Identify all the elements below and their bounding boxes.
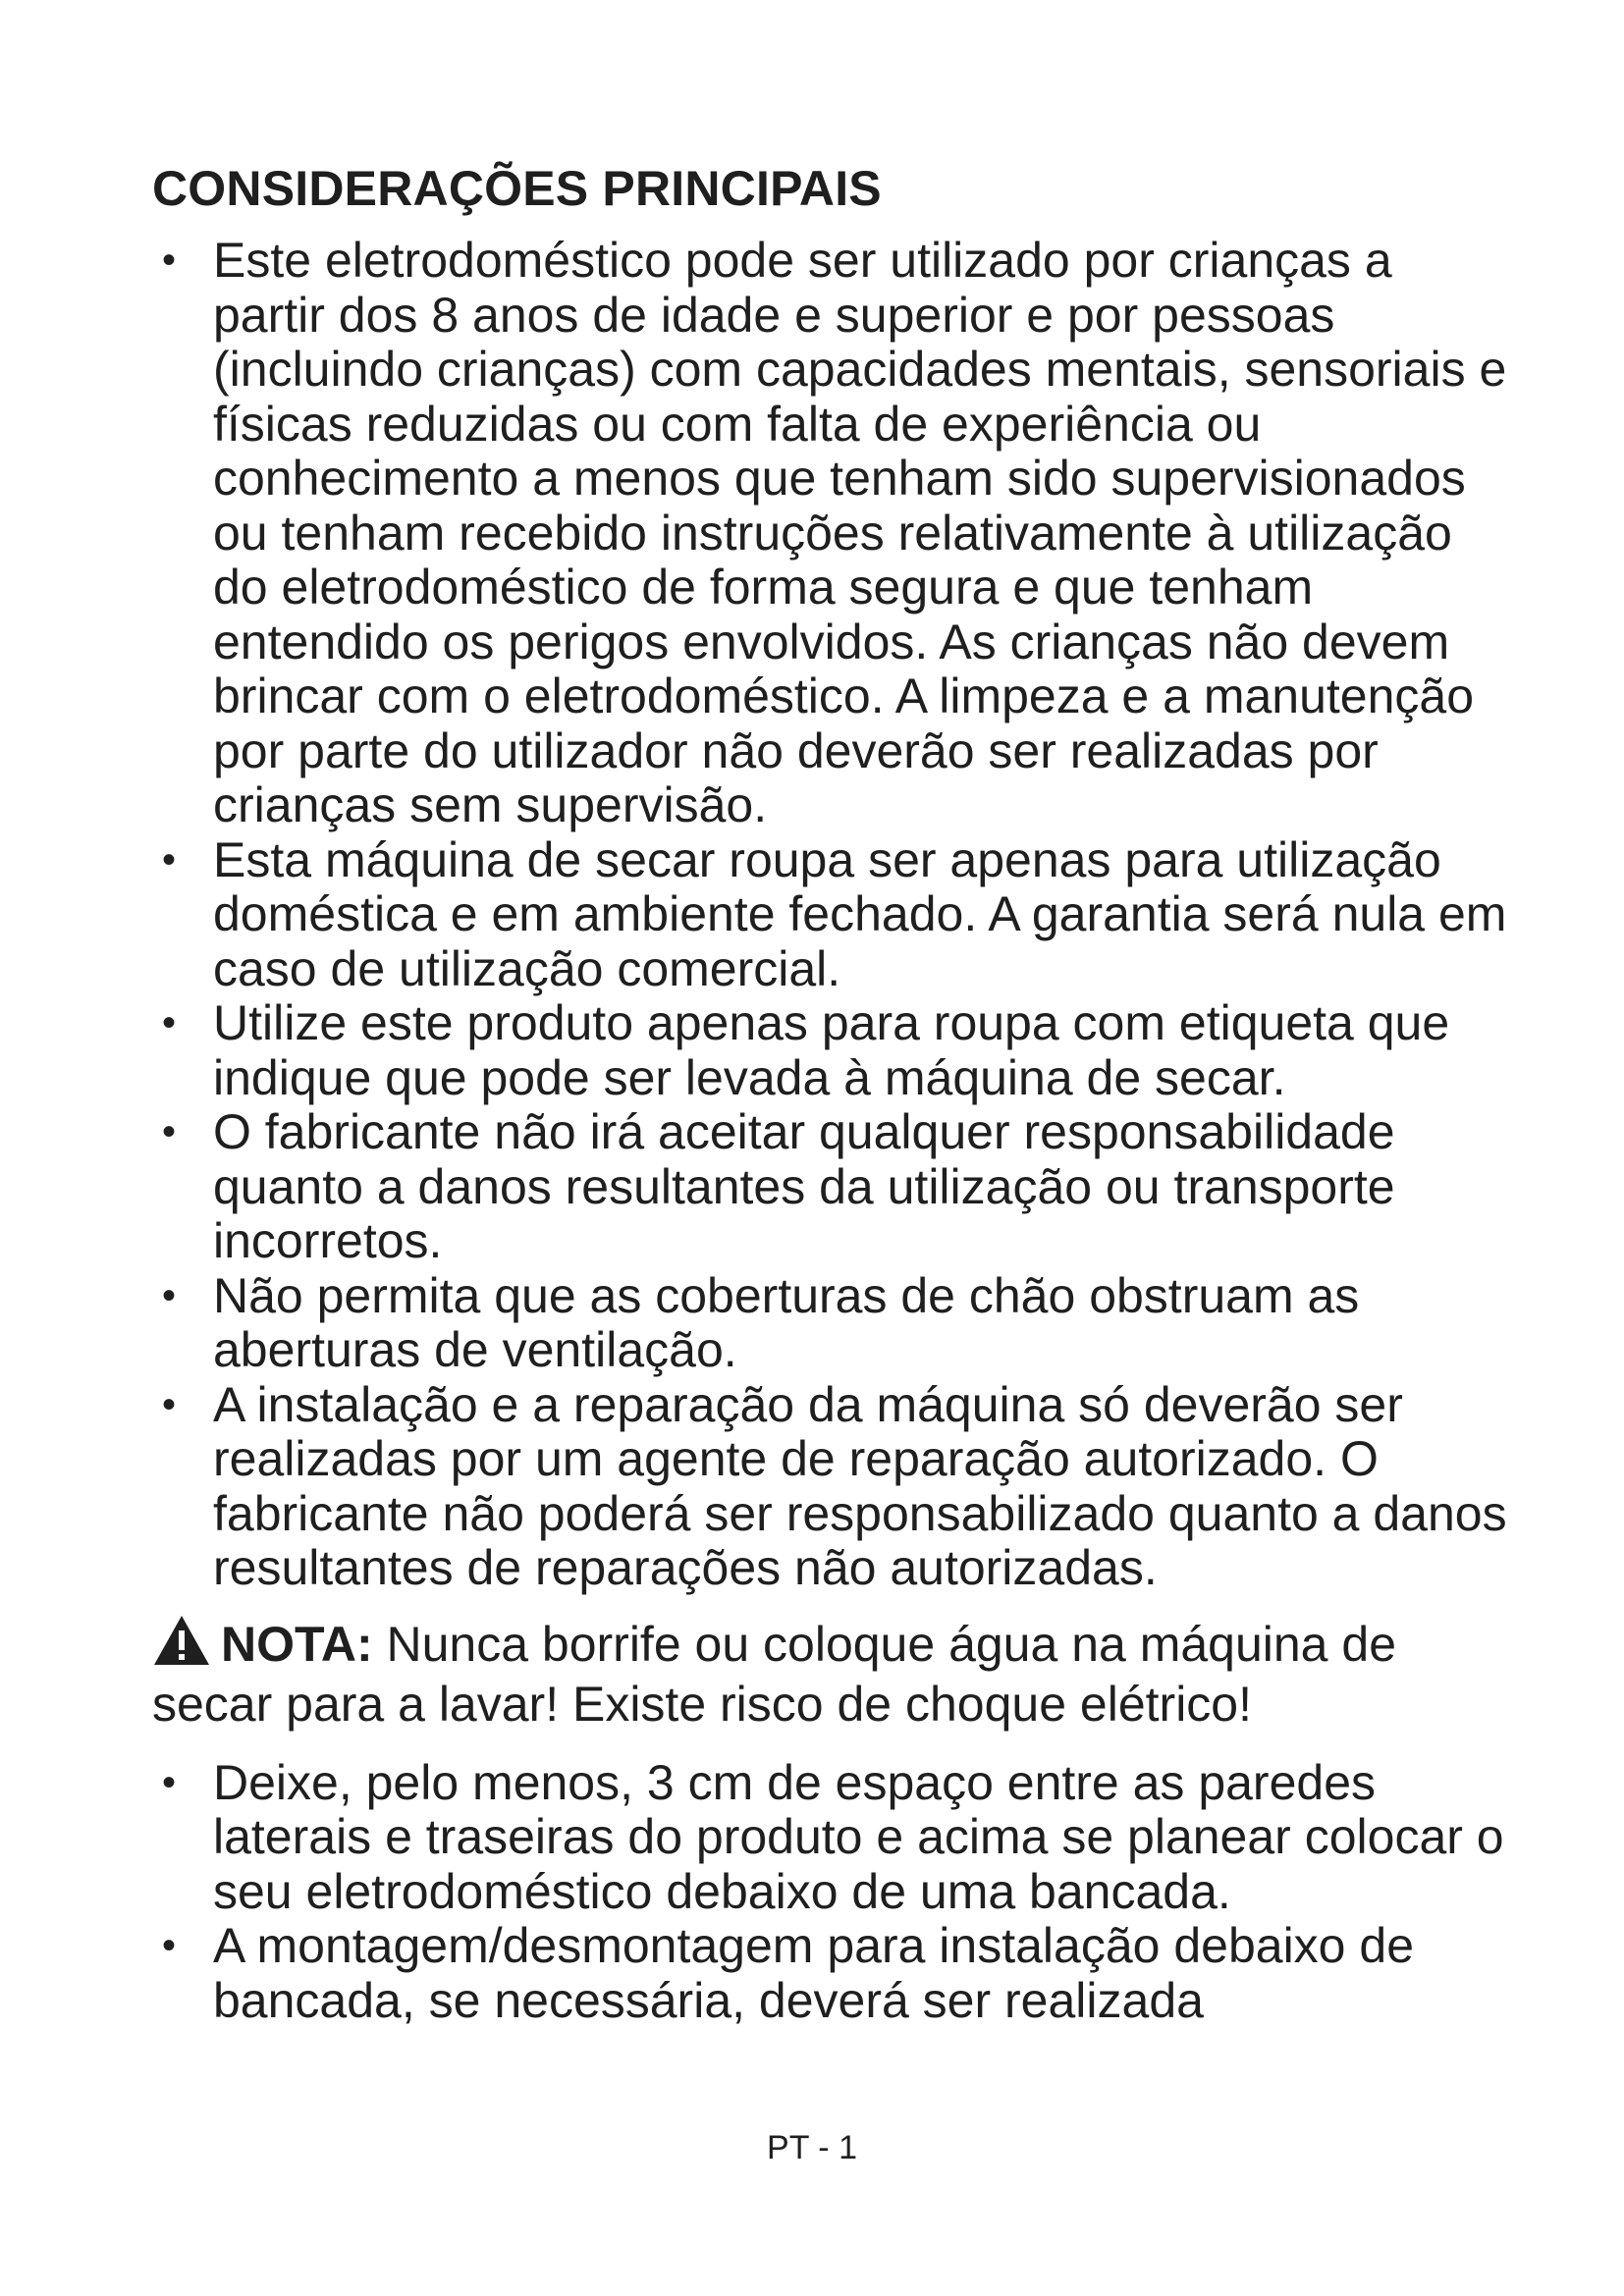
list-item: [152, 1919, 1507, 2028]
document-page: [152, 157, 1507, 2028]
section-heading: CONSIDERAÇÕES PRINCIPAIS: [152, 161, 882, 216]
list-item: [152, 1378, 1507, 1596]
list-item: [152, 996, 1507, 1105]
list-item: [152, 1756, 1507, 1920]
bullet-icon: •: [161, 239, 176, 282]
bullet-icon: •: [161, 1382, 176, 1426]
page-number: PT - 1: [767, 2129, 857, 2166]
bullet-icon: •: [161, 1924, 176, 1967]
bullet-list-secondary: [152, 1756, 1507, 2029]
bullet-text: Este eletrodoméstico pode ser utilizado por crianças a partir dos 8 anos de idade e superior e por pessoas (incluindo crianças) com capacidades mentais, sensoriais e físicas reduzidas ou com falta de experiência ou conhecimento a menos que tenham sido supervisionados ou tenham recebido instruções relativamente à utilização do eletrodoméstico de forma segura e que tenham entendido os perigos envolvidos. As crianças não devem brincar com o eletrodoméstico. A limpeza e a manutenção por parte do utilizador não deverão ser realizadas por crianças sem supervisão.: [213, 233, 1507, 832]
bullet-list-primary: [152, 234, 1507, 1596]
list-item: [152, 1105, 1507, 1269]
bullet-icon: •: [161, 1110, 176, 1153]
note-text: Nunca borrife ou coloque água na máquina de secar para a lavar! Existe risco de choque elétrico!: [152, 1616, 1397, 1732]
list-item: [152, 1269, 1507, 1378]
bullet-text: O fabricante não irá aceitar qualquer responsabilidade quanto a danos resultantes da utilização ou transporte incorretos.: [213, 1104, 1395, 1268]
bullet-text: A montagem/desmontagem para instalação debaixo de bancada, se necessária, deverá ser realizada: [213, 1918, 1414, 2028]
bullet-text: Não permita que as coberturas de chão obstruam as aberturas de ventilação.: [213, 1267, 1360, 1377]
warning-note: [152, 1614, 1507, 1733]
bullet-text: Esta máquina de secar roupa ser apenas para utilização doméstica e em ambiente fechado. A garantia será nula em caso de utilização comercial.: [213, 831, 1507, 996]
list-item: [152, 234, 1507, 833]
bullet-icon: •: [161, 1001, 176, 1044]
warning-triangle-icon: [152, 1614, 211, 1679]
note-label: NOTA:: [221, 1616, 373, 1672]
bullet-icon: •: [161, 1760, 176, 1804]
bullet-text: Deixe, pelo menos, 3 cm de espaço entre as paredes laterais e traseiras do produto e acima se planear colocar o seu eletrodoméstico debaixo de uma bancada.: [213, 1754, 1504, 1919]
list-item: [152, 833, 1507, 997]
bullet-icon: •: [161, 837, 176, 881]
bullet-icon: •: [161, 1273, 176, 1317]
bullet-text: A instalação e a reparação da máquina só deverão ser realizadas por um agente de reparação autorizado. O fabricante não poderá ser responsabilizado quanto a danos resultantes de reparações não autorizadas.: [213, 1376, 1507, 1595]
bullet-text: Utilize este produto apenas para roupa com etiqueta que indique que pode ser levada à máquina de secar.: [213, 995, 1450, 1105]
